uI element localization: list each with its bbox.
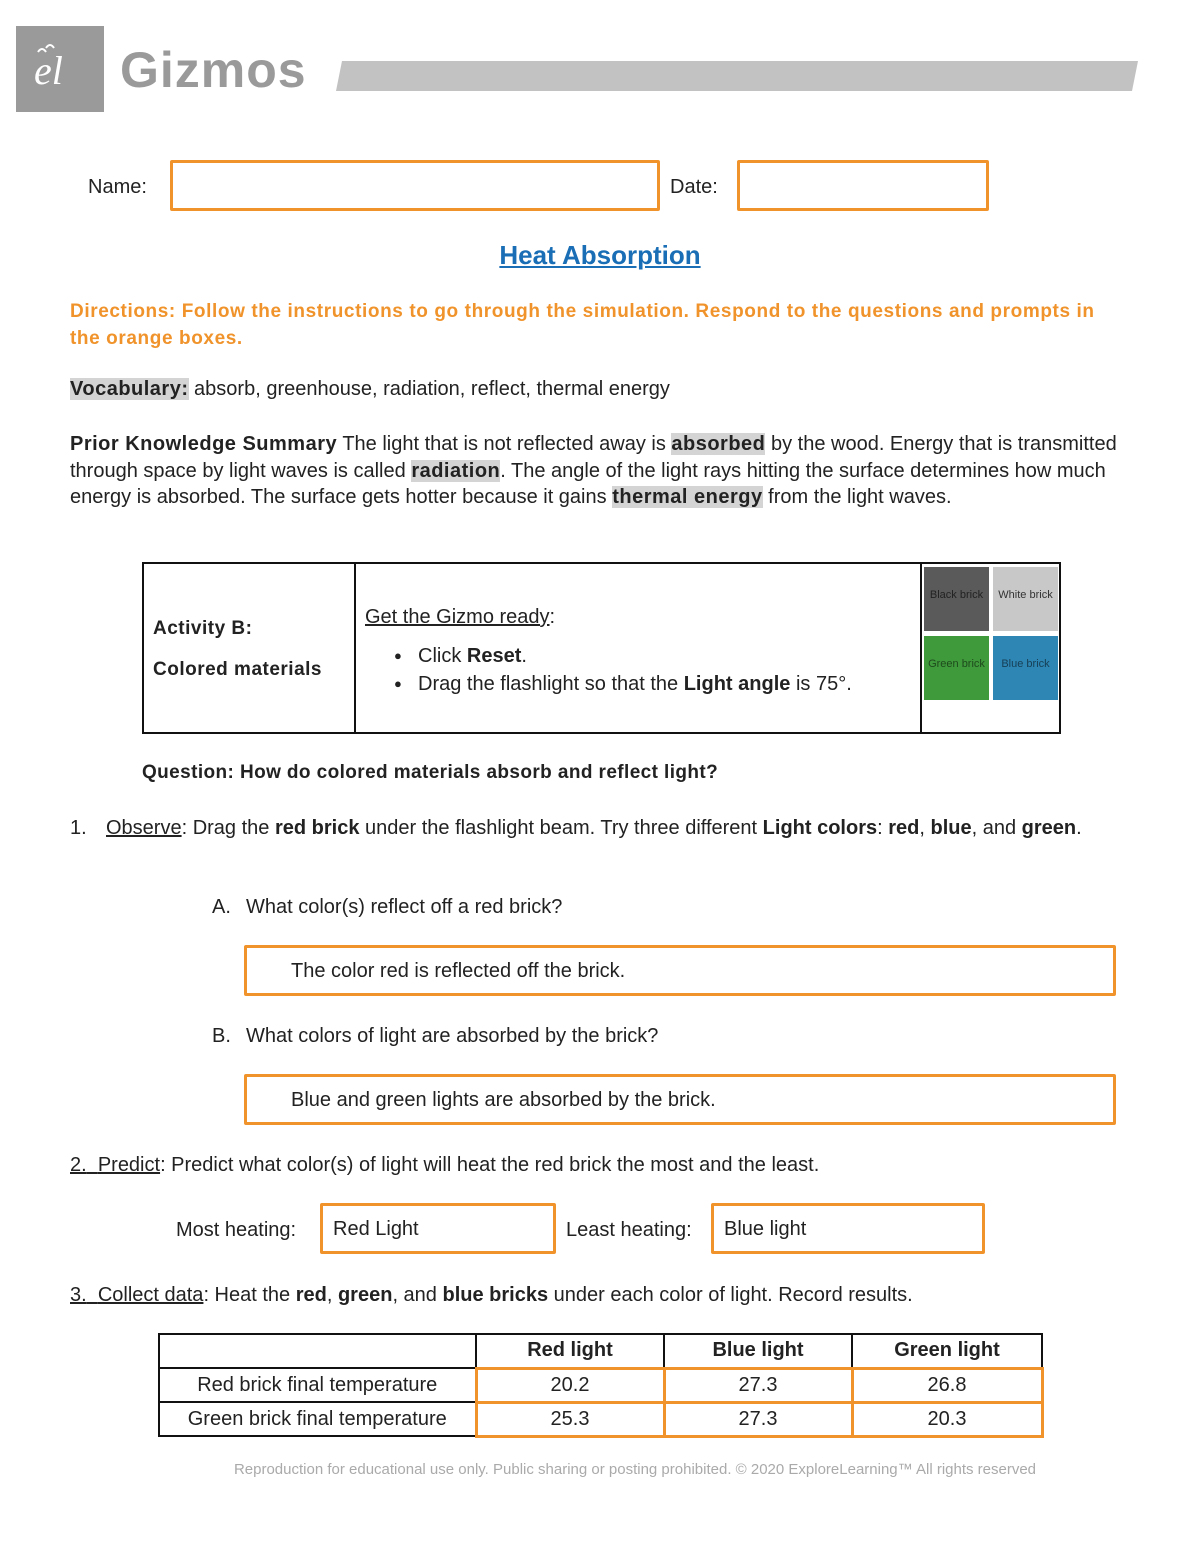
q1-span: : <box>877 817 889 839</box>
step-reset <box>390 642 852 670</box>
table-header-red: Red light <box>476 1334 664 1368</box>
main-question: Question: How do colored materials absorb and reflect light? <box>142 762 719 783</box>
prior-keyword: thermal energy <box>612 486 763 508</box>
q1a-answer-box[interactable] <box>244 945 1116 996</box>
q3-number: 3. <box>70 1284 87 1306</box>
prior-text: The light that is not reflected away is <box>337 433 672 455</box>
q3-bold: green <box>337 1284 393 1306</box>
q1b-answer: Blue and green lights are absorbed by the brick. <box>291 1089 716 1111</box>
date-field[interactable] <box>737 160 989 211</box>
activity-subtitle: Colored materials <box>153 659 322 680</box>
row-label: Green brick final temperature <box>159 1402 476 1436</box>
prior-label: Prior Knowledge Summary <box>70 433 338 455</box>
gizmos-logo <box>16 26 104 112</box>
table-cell-input[interactable]: 25.3 <box>476 1402 664 1436</box>
q1-span: , and <box>971 817 1022 839</box>
green-brick: Green brick <box>924 636 989 700</box>
table-header-row <box>159 1334 1042 1368</box>
q2-number: 2. <box>70 1154 87 1176</box>
step-text: is 75°. <box>790 673 852 695</box>
q1-bold: blue <box>930 817 972 839</box>
activity-table <box>142 562 1061 734</box>
prior-text: . The angle of the light rays hitting the surface determines how much energy is absorbed. The surface gets hotter because it gains <box>70 459 1106 508</box>
activity-heading-cell <box>144 564 356 732</box>
light-angle-term: Light angle <box>683 673 791 695</box>
step-text: Drag the flashlight so that the <box>418 673 684 695</box>
q1-span: under the flashlight beam. Try three different <box>359 817 763 839</box>
q1-lead: Observe <box>106 817 182 839</box>
q1-span: , <box>919 817 931 839</box>
date-label: Date: <box>670 176 718 198</box>
q1-bold: red brick <box>274 817 360 839</box>
bricks-image <box>920 564 1059 732</box>
gizmo-ready-colon: : <box>549 606 556 628</box>
q3-span: under each color of light. Record results. <box>548 1284 913 1306</box>
svg-text:el: el <box>34 48 63 93</box>
name-label: Name: <box>88 176 147 198</box>
vocabulary-label: Vocabulary: <box>70 378 189 400</box>
gizmo-ready-label: Get the Gizmo ready <box>365 606 550 628</box>
header-bar <box>336 61 1138 91</box>
q1b-answer-box[interactable] <box>244 1074 1116 1125</box>
page-title: Heat Absorption <box>499 240 701 270</box>
gizmo-steps <box>390 642 852 698</box>
q3-span: , and <box>392 1284 443 1306</box>
q1-bold: red <box>888 817 920 839</box>
q3-bold: blue bricks <box>442 1284 549 1306</box>
table-row <box>159 1368 1042 1402</box>
white-brick: White brick <box>993 567 1058 631</box>
name-field[interactable] <box>170 160 660 211</box>
reset-term: Reset <box>466 645 522 667</box>
q2-text <box>70 1152 1130 1179</box>
brand-name: Gizmos <box>120 42 307 98</box>
results-table <box>158 1333 1044 1438</box>
black-brick: Black brick <box>924 567 989 631</box>
vocabulary-words: absorb, greenhouse, radiation, reflect, thermal energy <box>188 378 670 400</box>
table-header-blue: Blue light <box>664 1334 852 1368</box>
q1-number: 1. <box>70 817 87 839</box>
q3-span: : Heat the <box>203 1284 296 1306</box>
q1a-answer: The color red is reflected off the brick. <box>291 960 626 982</box>
q1-bold: green <box>1021 817 1077 839</box>
footer-copyright: Reproduction for educational use only. Public sharing or posting prohibited. © 2020 ExploreLearning™ All rights reserved <box>233 1461 1037 1478</box>
q2-lead: Predict <box>97 1154 161 1176</box>
prior-keyword: radiation <box>411 459 501 482</box>
q1-span: : Drag the <box>181 817 275 839</box>
table-header-green: Green light <box>852 1334 1042 1368</box>
step-text: . <box>521 645 527 667</box>
q1b-label: B. <box>212 1025 231 1047</box>
q3-bold: red <box>295 1284 327 1306</box>
step-text: Click <box>418 645 467 667</box>
least-heating-label: Least heating: <box>566 1219 692 1241</box>
least-heating-field[interactable] <box>711 1203 985 1254</box>
table-cell-input[interactable]: 27.3 <box>664 1368 852 1402</box>
q2-body: : Predict what color(s) of light will heat the red brick the most and the least. <box>160 1154 820 1176</box>
row-label: Red brick final temperature <box>159 1368 476 1402</box>
q1a-question: What color(s) reflect off a red brick? <box>246 896 563 918</box>
prior-knowledge <box>70 431 1130 511</box>
prior-text: from the light waves. <box>762 486 952 508</box>
most-heating-value: Red Light <box>333 1218 419 1240</box>
activity-label: Activity B: <box>153 618 253 639</box>
table-header-empty <box>159 1334 476 1368</box>
prior-keyword: absorbed <box>671 433 766 455</box>
q1-span: . <box>1076 817 1082 839</box>
q3-lead: Collect data <box>97 1284 204 1306</box>
most-heating-field[interactable] <box>320 1203 556 1254</box>
prior-text: by the wood. Energy that is transmitted through space by light waves is called <box>70 433 1117 482</box>
q3-text <box>70 1282 1130 1309</box>
q1-bold: Light colors <box>762 817 878 839</box>
q1b-question: What colors of light are absorbed by the brick? <box>246 1025 659 1047</box>
directions: Directions: Follow the instructions to go through the simulation. Respond to the questions and prompts in the orange boxes. <box>70 301 1095 349</box>
table-cell-input[interactable]: 20.2 <box>476 1368 664 1402</box>
q1-text <box>106 815 1116 842</box>
table-cell-input[interactable]: 20.3 <box>852 1402 1042 1436</box>
gizmo-ready <box>365 606 555 629</box>
blue-brick: Blue brick <box>993 636 1058 700</box>
table-cell-input[interactable]: 26.8 <box>852 1368 1042 1402</box>
least-heating-value: Blue light <box>724 1218 807 1240</box>
most-heating-label: Most heating: <box>176 1219 297 1241</box>
table-cell-input[interactable]: 27.3 <box>664 1402 852 1436</box>
el-logo-icon <box>16 26 104 112</box>
table-row <box>159 1402 1042 1436</box>
step-light-angle <box>390 670 852 698</box>
q3-span: , <box>326 1284 338 1306</box>
vocabulary <box>70 376 1130 403</box>
q1a-label: A. <box>212 896 231 918</box>
